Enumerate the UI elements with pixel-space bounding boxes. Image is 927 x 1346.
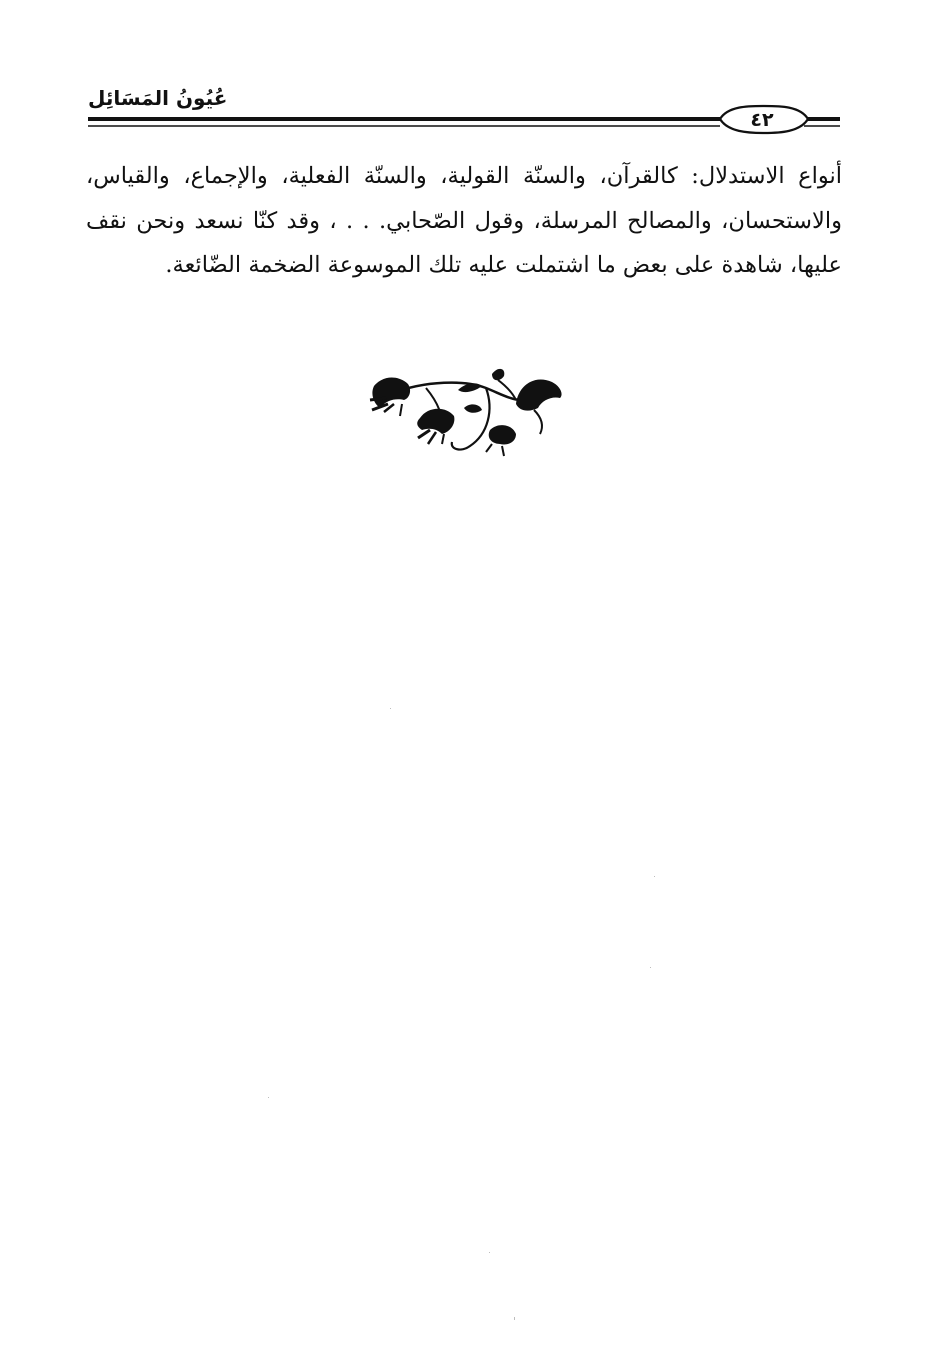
running-header: [88, 80, 840, 140]
body-paragraph: أنواع الاستدلال: كالقرآن، والسنّة القولية، والسنّة الفعلية، والإجماع، والقياس، والاستحسان، والمصالح المرسلة، وقول الصّحابي. . . ، وقد كنّا نسعد ونحن نقف عليها، شاهدة على بعض ما اشتملت عليه تلك الموسوعة الضخمة الضّائعة.: [86, 163, 842, 278]
page-number: ٤٢: [750, 109, 774, 131]
book-title: عُيُونُ المَسَائِل: [88, 86, 228, 110]
floral-ornament-icon: [366, 364, 566, 460]
